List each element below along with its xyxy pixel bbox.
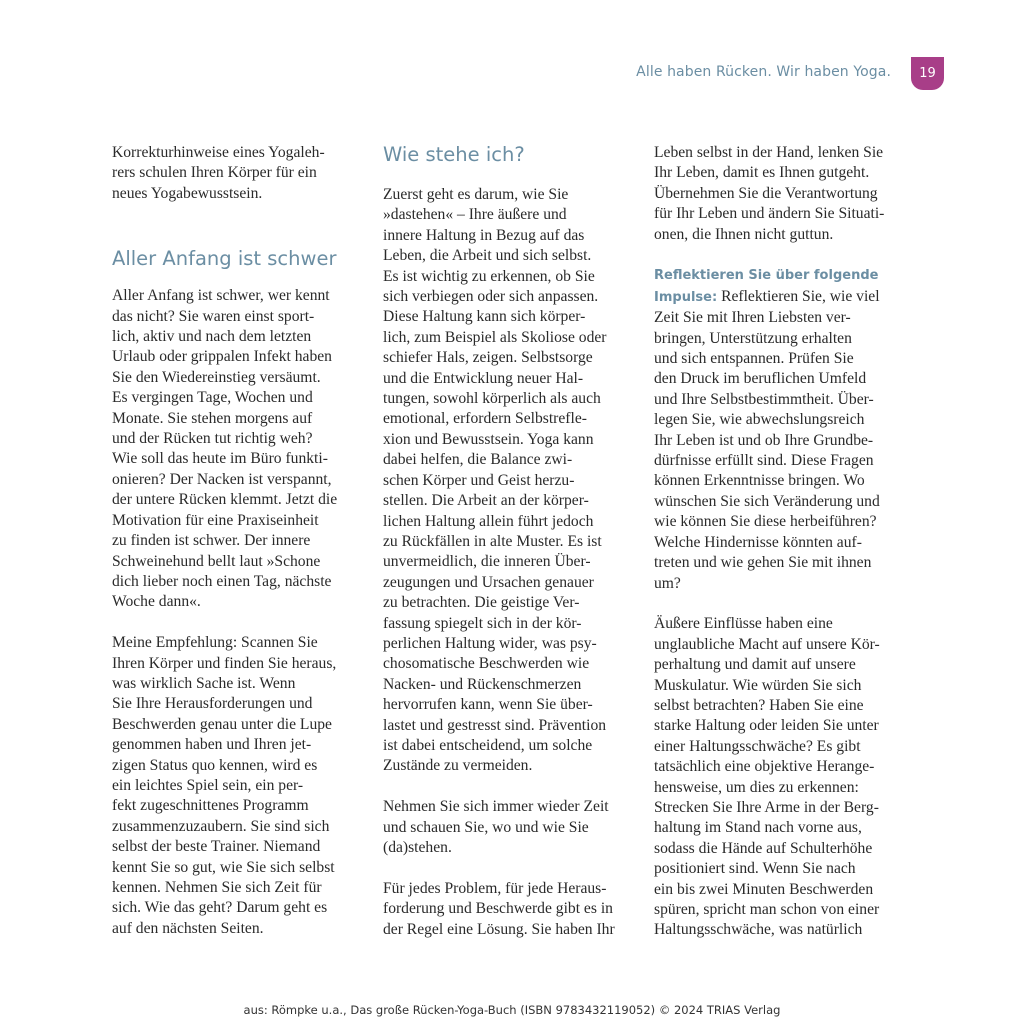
footer-source-credit: aus: Römpke u.a., Das große Rücken-Yoga-Buch (ISBN 9783432119052) © 2024 TRIAS Verlag <box>243 1003 781 1017</box>
section-heading-wie-stehe-ich: Wie stehe ich? <box>383 143 525 166</box>
paragraph-aller-anfang: Aller Anfang ist schwer, wer kennt das nicht? Sie waren einst sport- lich, aktiv und nach dem letzten Urlaub oder grippalen Infekt haben Sie den Wiedereinstieg versäumt. Es vergingen Tage, Wochen und Monate. Sie stehen morgens auf und der Rücken tut richtig weh? Wie soll das heute im Büro funkti- onieren? Der Nacken ist verspannt, der untere Rücken klemmt. Jetzt die Motivation für eine Praxiseinheit zu finden ist schwer. Der innere Schweinehund bellt laut »Schone dich lieber noch einen Tag, nächste Woche dann«. <box>112 287 338 611</box>
paragraph-intro-continued: Korrekturhinweise eines Yogaleh- rers schulen Ihren Körper für ein neues Yogabewusstsein. <box>112 144 325 202</box>
page-number-badge: 19 <box>911 57 944 90</box>
paragraph-reflektieren <box>654 265 894 594</box>
paragraph-aeussere-einfluesse: Äußere Einflüsse haben eine unglaubliche Macht auf unsere Kör- perhaltung und damit auf unsere Muskulatur. Wie würden Sie sich selbst betrachten? Haben Sie eine starke Haltung oder leiden Sie unter einer Haltungsschwäche? Es gibt tatsächlich eine objektive Herange- hensweise, um dies zu erkennen: Strecken Sie Ihre Arme in der Berg- haltung im Stand nach vorne aus, sodass die Hände auf Schulterhöhe positioniert sind. Wenn Sie nach ein bis zwei Minuten Beschwerden spüren, spricht man schon von einer Haltungsschwäche, was natürlich <box>654 615 880 939</box>
paragraph-zeit-nehmen: Nehmen Sie sich immer wieder Zeit und schauen Sie, wo und wie Sie (da)stehen. <box>383 798 609 856</box>
paragraph-problem-loesung: Für jedes Problem, für jede Heraus- forderung und Beschwerde gibt es in der Regel eine Lösung. Sie haben Ihr <box>383 879 615 938</box>
reflect-lead-label: Impulse: <box>654 289 718 305</box>
paragraph-haltung: Zuerst geht es darum, wie Sie »dastehen« – Ihre äußere und innere Haltung in Bezug auf das Leben, die Arbeit und sich selbst. Es ist wichtig zu erkennen, ob Sie sich verbiegen oder sich anpassen. Diese Haltung kann sich körper- lich, zum Beispiel als Skoliose oder schiefer Hals, zeigen. Selbstsorge und die Entwicklung neuer Hal- tungen, sowohl körperlich als auch emotional, erfordern Selbstrefle- xion und Bewusstsein. Yoga kann dabei helfen, die Balance zwi- schen Körper und Geist herzu- stellen. Die Arbeit an der körper- lichen Haltung allein führt jedoch zu Rückfällen in alte Muster. Es ist unvermeidlich, die inneren Über- zeugungen und Ursachen genauer zu betrachten. Die geistige Ver- fassung spiegelt sich in der kör- perlichen Haltung wider, was psy- chosomatische Beschwerden wie Nacken- und Rückenschmerzen hervorrufen kann, wenn Sie über- lastet und gestresst sind. Prävention ist dabei entscheidend, um solche Zustände zu vermeiden. <box>383 186 607 775</box>
reflect-lead-heading: Reflektieren Sie über folgende <box>654 268 879 284</box>
column-1 <box>112 143 352 939</box>
reflect-first-line: Reflektieren Sie, wie viel <box>721 287 880 305</box>
running-head: Alle haben Rücken. Wir haben Yoga. <box>636 64 891 80</box>
column-3 <box>654 143 894 941</box>
column-2 <box>383 143 623 940</box>
paragraph-empfehlung: Meine Empfehlung: Scannen Sie Ihren Körper und finden Sie heraus, was wirklich Sache ist. Wenn Sie Ihre Herausforderungen und Beschwerden genau unter die Lupe genommen haben und Ihren jet- zigen Status quo kennen, wird es ein leichtes Spiel sein, ein per- fekt zugeschnittenes Programm zusammenzuzaubern. Sie sind sich selbst der beste Trainer. Niemand kennt Sie so gut, wie Sie sich selbst kennen. Nehmen Sie sich Zeit für sich. Wie das geht? Darum geht es auf den nächsten Seiten. <box>112 634 337 937</box>
reflect-body: Zeit Sie mit Ihren Liebsten ver- bringen, Unterstützung erhalten und sich entspannen. Prüfen Sie den Druck im beruflichen Umfeld und Ihre Selbstbestimmtheit. Über- legen Sie, wie abwechslungsreich Ihr Leben ist und ob Ihre Grundbe- dürfnisse erfüllt sind. Diese Fragen können Erkenntnisse bringen. Wo wünschen Sie sich Veränderung und wie können Sie diese herbeiführen? Welche Hindernisse könnten auf- treten und wie gehen Sie mit ihnen um? <box>654 309 880 592</box>
paragraph-leben-in-der-hand: Leben selbst in der Hand, lenken Sie Ihr Leben, damit es Ihnen gutgeht. Übernehmen Sie die Verantwortung für Ihr Leben und ändern Sie Situati- onen, die Ihnen nicht guttun. <box>654 144 885 243</box>
section-heading-aller-anfang: Aller Anfang ist schwer <box>112 247 337 271</box>
